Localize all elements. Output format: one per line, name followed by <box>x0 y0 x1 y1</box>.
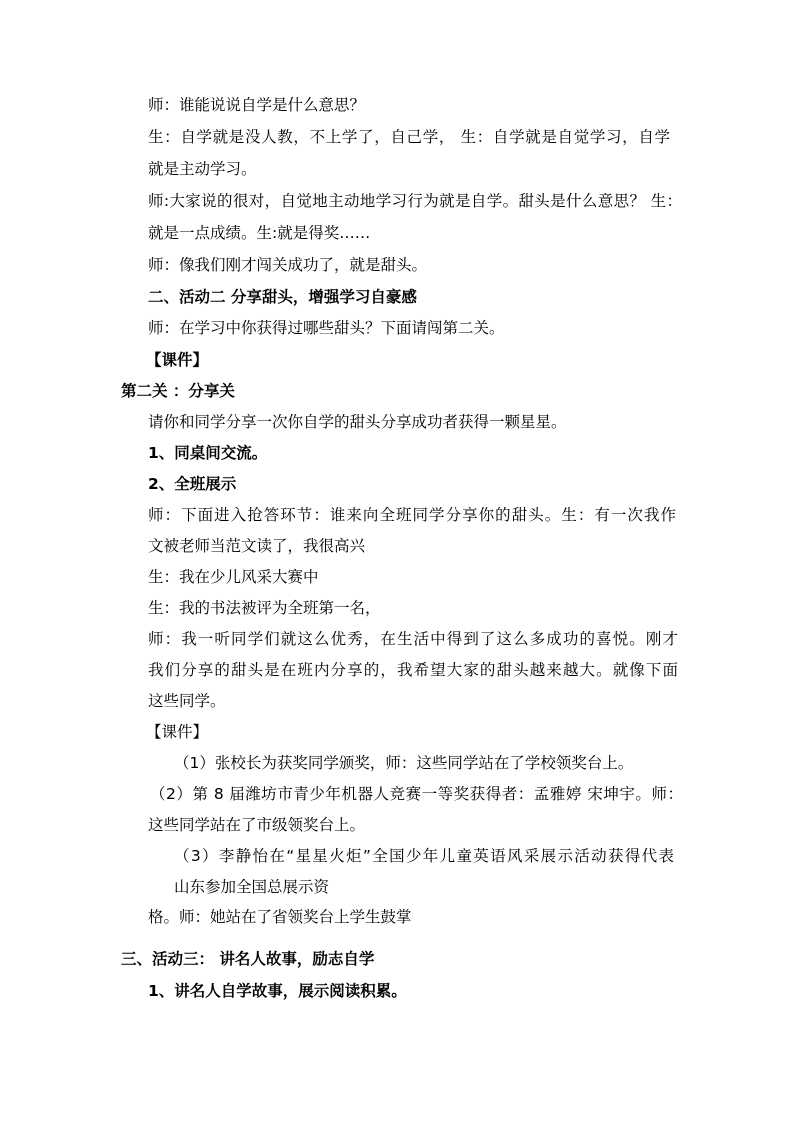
line-teacher-praise-2: 我们分享的甜头是在班内分享的，我希望大家的甜头越来越大。就像下面 <box>148 661 678 679</box>
line-student-answer-2: 就是主动学习。 <box>148 160 257 178</box>
item-english-contest: （3）李静怡在“星星火炬”全国少年儿童英语风采展示活动获得代表 <box>174 847 674 865</box>
step-class-show: 2、全班展示 <box>148 475 237 493</box>
heading-activity-three: 三、活动三： 讲名人故事，励志自学 <box>121 950 375 968</box>
heading-level-two: 第二关 ：分享关 <box>121 382 235 400</box>
line-student-calligraphy: 生：我的书法被评为全班第一名， <box>148 599 381 617</box>
line-teacher-explain-2: 就是一点成绩。生:就是得奖…… <box>148 224 371 242</box>
line-teacher-summary: 师：像我们刚才闯关成功了，就是甜头。 <box>148 256 428 274</box>
heading-activity-two: 二、活动二 分享甜头，增强学习自豪感 <box>148 288 417 306</box>
line-student-contest: 生：我在少儿风采大赛中 <box>148 568 319 586</box>
item-robot-contest-cont: 这些同学站在了市级领奖台上。 <box>148 816 366 834</box>
line-teacher-intro-level2: 师：在学习中你获得过哪些甜头？下面请闯第二关。 <box>148 319 505 337</box>
line-share-instruction: 请你和同学分享一次你自学的甜头分享成功者获得一颗星星。 <box>148 413 567 431</box>
line-teacher-explain-1: 师:大家说的很对，自觉地主动地学习行为就是自学。甜头是什么意思？ 生： <box>148 192 682 210</box>
item-award-principal: （1）张校长为获奖同学颁奖，师：这些同学站在了学校领奖台上。 <box>174 754 634 772</box>
step-desk-exchange: 1、同桌间交流。 <box>148 444 268 462</box>
line-teacher-praise-3: 这些同学。 <box>148 692 226 710</box>
label-courseware-1: 【课件】 <box>146 351 209 369</box>
line-teacher-question: 师：谁能说说自学是什么意思？ <box>148 96 366 114</box>
line-quick-answer-1: 师：下面进入抢答环节：谁来向全班同学分享你的甜头。生：有一次我作 <box>148 506 676 524</box>
step-famous-stories: 1、讲名人自学故事，展示阅读积累。 <box>148 982 407 1000</box>
label-courseware-2: 【课件】 <box>146 723 209 741</box>
item-robot-contest: （2）第 8 届潍坊市青少年机器人竞赛一等奖获得者：孟雅婷 宋坤宇。师： <box>150 785 683 803</box>
item-english-contest-end: 格。师：她站在了省领奖台上学生鼓掌 <box>148 908 412 926</box>
line-student-answer-1: 生：自学就是没人教，不上学了，自己学， 生：自学就是自觉学习，自学 <box>148 128 670 146</box>
line-teacher-praise-1: 师：我一听同学们就这么优秀，在生活中得到了这么多成功的喜悦。刚才 <box>148 630 678 648</box>
line-quick-answer-2: 文被老师当范文读了，我很高兴 <box>148 537 366 555</box>
item-english-contest-cont: 山东参加全国总展示资 <box>174 878 330 896</box>
